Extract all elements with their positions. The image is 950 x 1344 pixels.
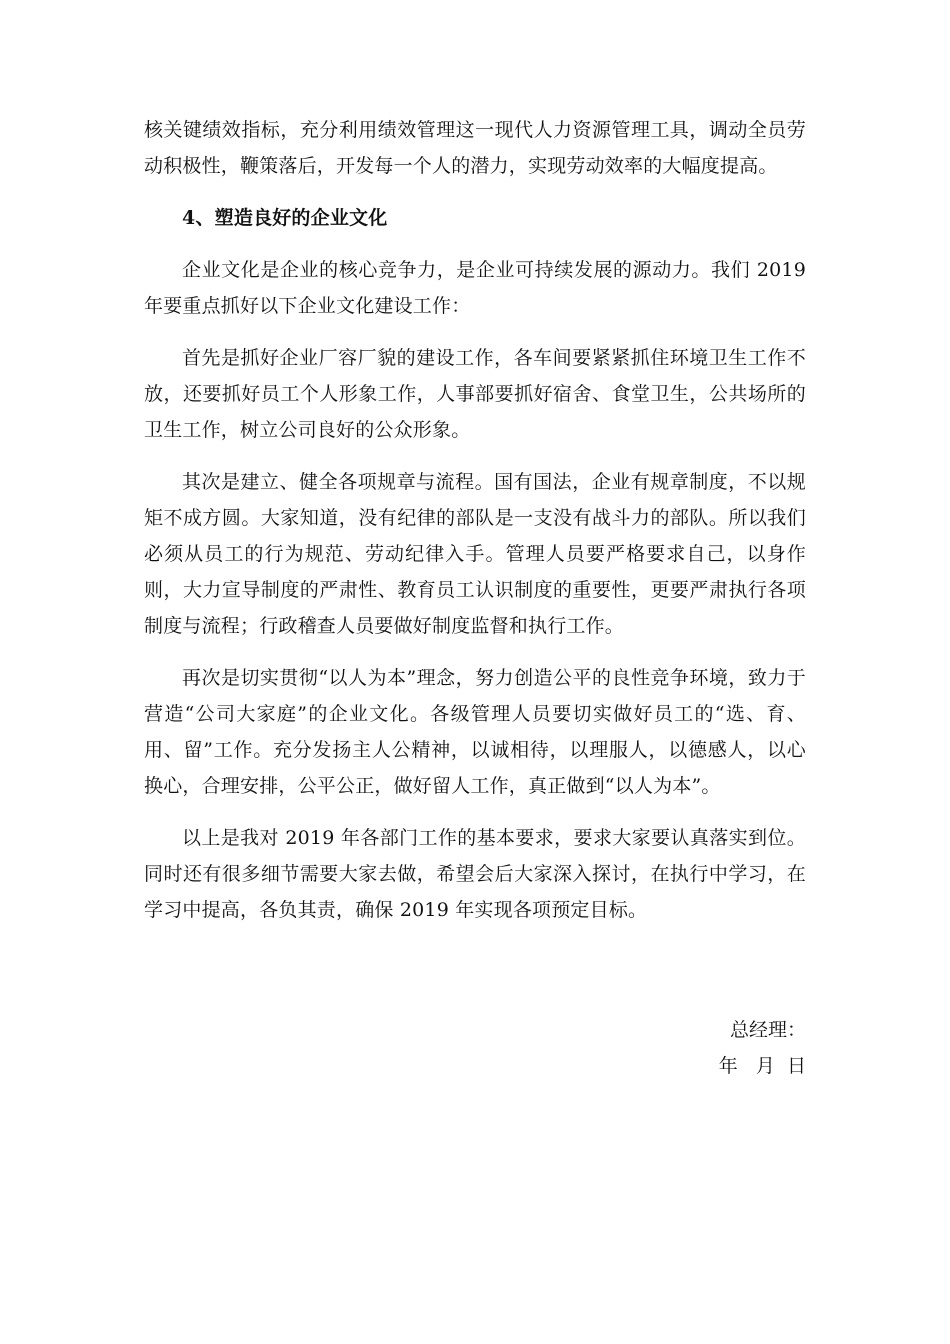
- paragraph-continuation: 核关键绩效指标，充分利用绩效管理这一现代人力资源管理工具，调动全员劳动积极性，鞭策落后，开发每一个人的潜力，实现劳动效率的大幅度提高。: [144, 119, 806, 177]
- paragraph-conclusion: 以上是我对 2019 年各部门工作的基本要求，要求大家要认真落实到位。同时还有很多细节需要大家去做，希望会后大家深入探讨，在执行中学习，在学习中提高，各负其责，确保 2019 年实现各项预定目标。: [144, 827, 806, 921]
- paragraph-second-point: 其次是建立、健全各项规章与流程。国有国法，企业有规章制度，不以规矩不成方圆。大家知道，没有纪律的部队是一支没有战斗力的部队。所以我们必须从员工的行为规范、劳动纪律入手。管理人员要严格要求自己，以身作则，大力宣导制度的严肃性、教育员工认识制度的重要性，更要严肃执行各项制度与流程；行政稽查人员要做好制度监督和执行工作。: [144, 471, 806, 637]
- paragraph-third-point: 再次是切实贯彻“以人为本”理念，努力创造公平的良性竞争环境，致力于营造“公司大家庭”的企业文化。各级管理人员要切实做好员工的“选、育、用、留”工作。充分发扬主人公精神，以诚相待，以理服人，以德感人，以心换心，合理安排，公平公正，做好留人工作，真正做到“以人为本”。: [144, 667, 806, 797]
- document-body: [144, 112, 806, 944]
- section-heading: 4、塑造良好的企业文化: [182, 207, 388, 229]
- paragraph-first-point: 首先是抓好企业厂容厂貌的建设工作，各车间要紧紧抓住环境卫生工作不放，还要抓好员工个人形象工作，人事部要抓好宿舍、食堂卫生，公共场所的卫生工作，树立公司良好的公众形象。: [144, 347, 806, 441]
- signature-block: [506, 1012, 806, 1084]
- signature-title: 总经理：: [729, 1019, 806, 1041]
- paragraph-culture-intro: 企业文化是企业的核心竞争力，是企业可持续发展的源动力。我们 2019 年要重点抓好以下企业文化建设工作：: [144, 259, 806, 317]
- signature-date: 年 月 日: [718, 1055, 806, 1077]
